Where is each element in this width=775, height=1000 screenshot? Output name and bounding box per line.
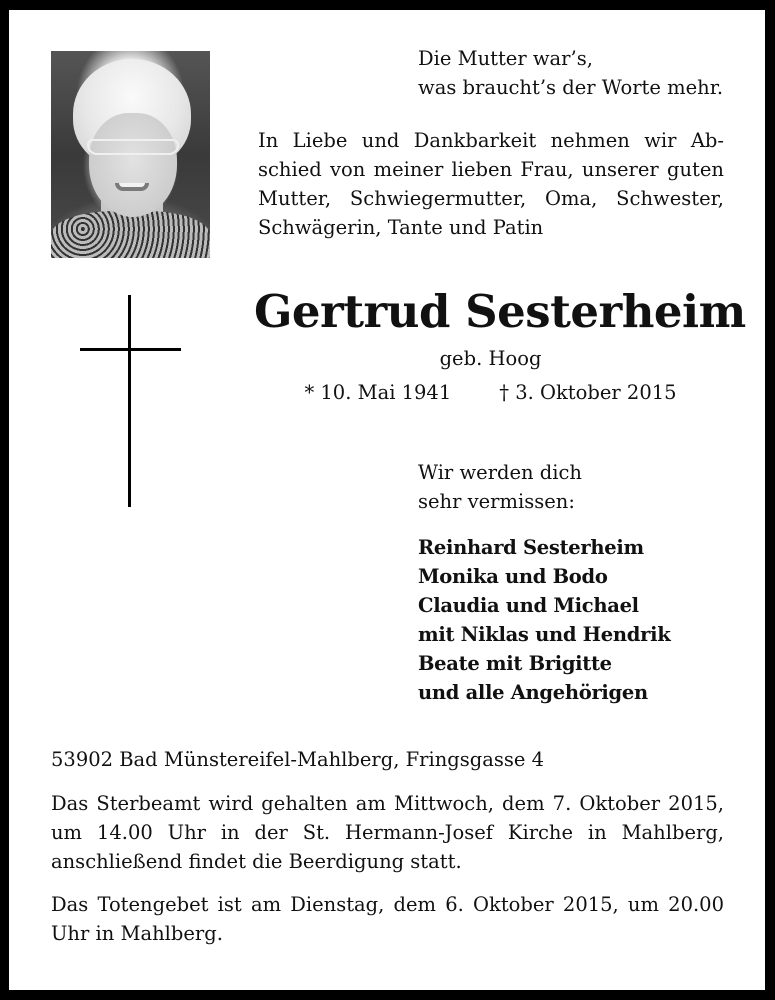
portrait-photo bbox=[51, 51, 210, 258]
farewell-line: sehr vermissen: bbox=[418, 490, 575, 513]
motto bbox=[418, 44, 723, 102]
motto-line: Die Mutter war’s, bbox=[418, 47, 593, 70]
cross-icon bbox=[128, 295, 131, 507]
photo-glasses bbox=[87, 139, 179, 155]
death-date: † 3. Oktober 2015 bbox=[499, 381, 677, 404]
prayer-info: Das Totengebet ist am Dienstag, dem 6. Oktober 2015, um 20.00 Uhr in Mahlberg. bbox=[51, 893, 724, 945]
intro-paragraph: In Liebe und Dankbarkeit nehmen wir Abschied von meiner lieben Frau, unserer guten Mutter, Schwiegermutter, Oma, Schwester, Schwägerin, Tante und Patin bbox=[258, 129, 724, 239]
mourner: Claudia und Michael bbox=[418, 594, 639, 617]
birth-date: * 10. Mai 1941 bbox=[304, 381, 452, 404]
mourner: mit Niklas und Hendrik bbox=[418, 623, 671, 646]
photo-face bbox=[89, 113, 177, 217]
mourner: Monika und Bodo bbox=[418, 565, 608, 588]
farewell-text bbox=[418, 458, 582, 516]
obituary-notice bbox=[9, 10, 765, 990]
service-info: Das Sterbeamt wird gehalten am Mittwoch, dem 7. Oktober 2015, um 14.00 Uhr in der St. Hermann-Josef Kirche in Mahlberg, anschließend findet die Beerdigung statt. bbox=[51, 792, 724, 873]
mourners-list bbox=[418, 533, 670, 707]
farewell-line: Wir werden dich bbox=[418, 461, 582, 484]
mourner: Reinhard Sesterheim bbox=[418, 536, 644, 559]
photo-teeth bbox=[119, 183, 145, 187]
motto-line: was braucht’s der Worte mehr. bbox=[418, 76, 724, 99]
life-dates bbox=[254, 378, 727, 407]
mourner: Beate mit Brigitte bbox=[418, 652, 612, 675]
deceased-name: Gertrud Sesterheim bbox=[254, 285, 746, 338]
cross-icon-bar bbox=[80, 348, 181, 351]
maiden-name: geb. Hoog bbox=[439, 347, 542, 370]
address: 53902 Bad Münstereifel-Mahlberg, Fringsgasse 4 bbox=[51, 748, 545, 771]
photo-shirt bbox=[51, 211, 210, 258]
mourner: und alle Angehörigen bbox=[418, 681, 648, 704]
